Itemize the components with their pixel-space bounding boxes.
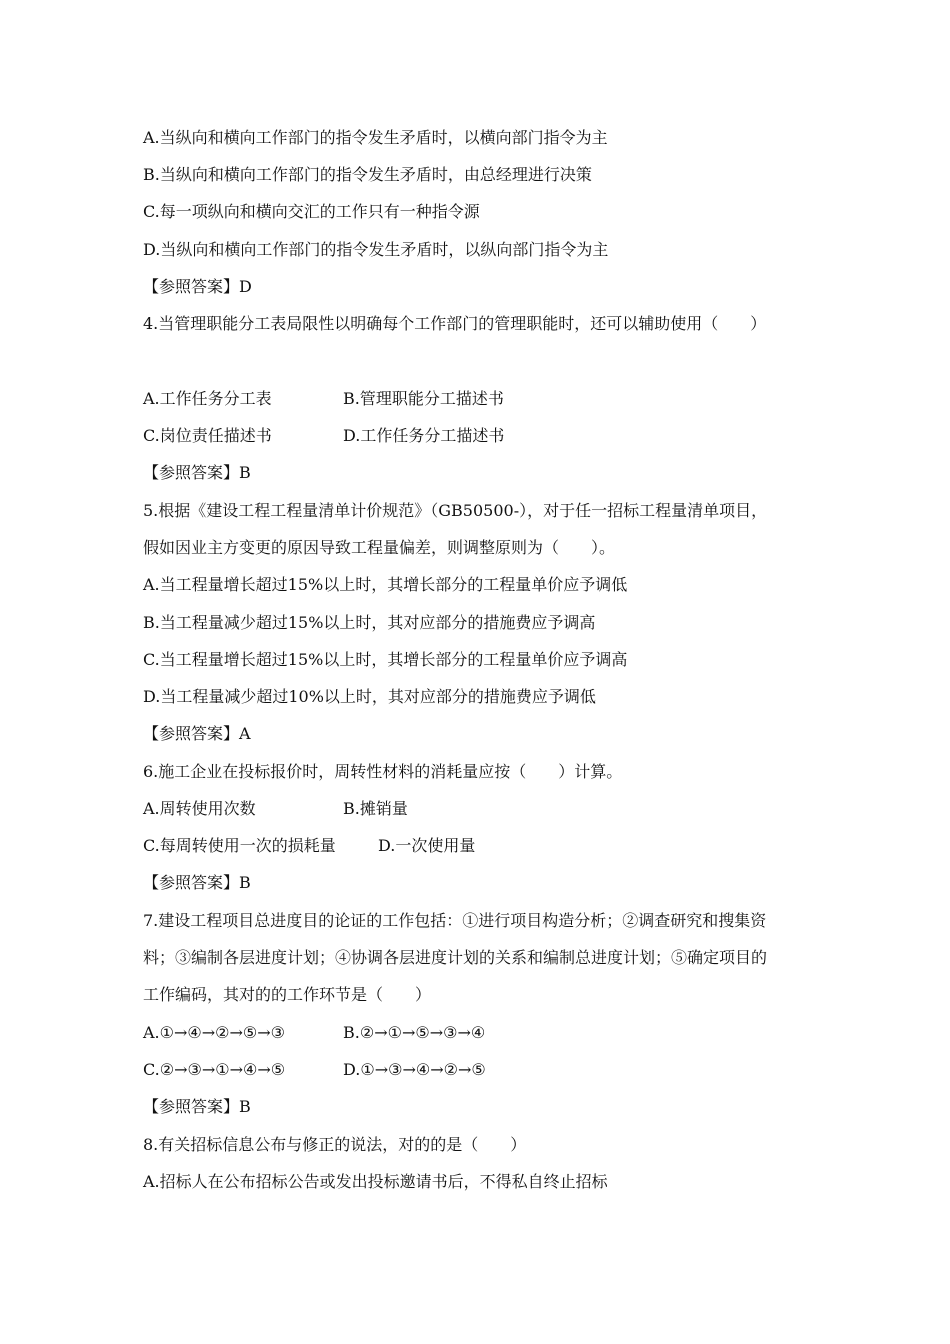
q5-option-a: A.当工程量增长超过15%以上时，其增长部分的工程量单价应予调低 xyxy=(143,575,628,594)
q5-option-d: D.当工程量减少超过10%以上时，其对应部分的措施费应予调低 xyxy=(143,687,596,706)
q7-option-d: D.①→③→④→②→⑤ xyxy=(343,1060,486,1079)
q7-option-a: A.①→④→②→⑤→③ xyxy=(143,1023,285,1042)
q5-question-line2: 假如因业主方变更的原因导致工程量偏差，则调整原则为（ ）。 xyxy=(143,538,616,557)
q4-option-a: A.工作任务分工表 xyxy=(143,389,272,408)
q3-option-d: D.当纵向和横向工作部门的指令发生矛盾时，以纵向部门指令为主 xyxy=(143,240,609,259)
q7-question-line3: 工作编码，其对的的工作环节是（ ） xyxy=(143,985,432,1004)
q4-option-d: D.工作任务分工描述书 xyxy=(343,426,505,445)
q6-answer: 【参照答案】B xyxy=(143,873,251,892)
q6-option-a: A.周转使用次数 xyxy=(143,799,256,818)
q3-option-a: A.当纵向和横向工作部门的指令发生矛盾时，以横向部门指令为主 xyxy=(143,128,608,147)
q4-question: 4.当管理职能分工表局限性以明确每个工作部门的管理职能时，还可以辅助使用（ ） xyxy=(143,314,767,333)
q7-question-line1: 7.建设工程项目总进度目的论证的工作包括：①进行项目构造分析；②调查研究和搜集资 xyxy=(143,911,767,930)
q7-question-line2: 料；③编制各层进度计划；④协调各层进度计划的关系和编制总进度计划；⑤确定项目的 xyxy=(143,948,768,967)
q8-option-a: A.招标人在公布招标公告或发出投标邀请书后，不得私自终止招标 xyxy=(143,1172,608,1191)
q5-answer: 【参照答案】A xyxy=(143,724,251,743)
q6-option-b: B.摊销量 xyxy=(343,799,408,818)
q5-option-c: C.当工程量增长超过15%以上时，其增长部分的工程量单价应予调高 xyxy=(143,650,628,669)
q3-option-b: B.当纵向和横向工作部门的指令发生矛盾时，由总经理进行决策 xyxy=(143,165,592,184)
q5-option-b: B.当工程量减少超过15%以上时，其对应部分的措施费应予调高 xyxy=(143,613,596,632)
q7-option-b: B.②→①→⑤→③→④ xyxy=(343,1023,486,1042)
q8-question: 8.有关招标信息公布与修正的说法，对的的是（ ） xyxy=(143,1135,527,1154)
q6-option-d: D.一次使用量 xyxy=(378,836,476,855)
q3-option-c: C.每一项纵向和横向交汇的工作只有一种指令源 xyxy=(143,202,480,221)
q4-answer: 【参照答案】B xyxy=(143,463,251,482)
q6-question: 6.施工企业在投标报价时，周转性材料的消耗量应按（ ）计算。 xyxy=(143,762,623,781)
q3-answer: 【参照答案】D xyxy=(143,277,252,296)
q7-option-c: C.②→③→①→④→⑤ xyxy=(143,1060,286,1079)
q4-option-c: C.岗位责任描述书 xyxy=(143,426,272,445)
q5-question-line1: 5.根据《建设工程工程量清单计价规范》（GB50500-），对于任一招标工程量清单项目， xyxy=(143,501,768,520)
q7-answer: 【参照答案】B xyxy=(143,1097,251,1116)
q6-option-c: C.每周转使用一次的损耗量 xyxy=(143,836,336,855)
q4-option-b: B.管理职能分工描述书 xyxy=(343,389,504,408)
